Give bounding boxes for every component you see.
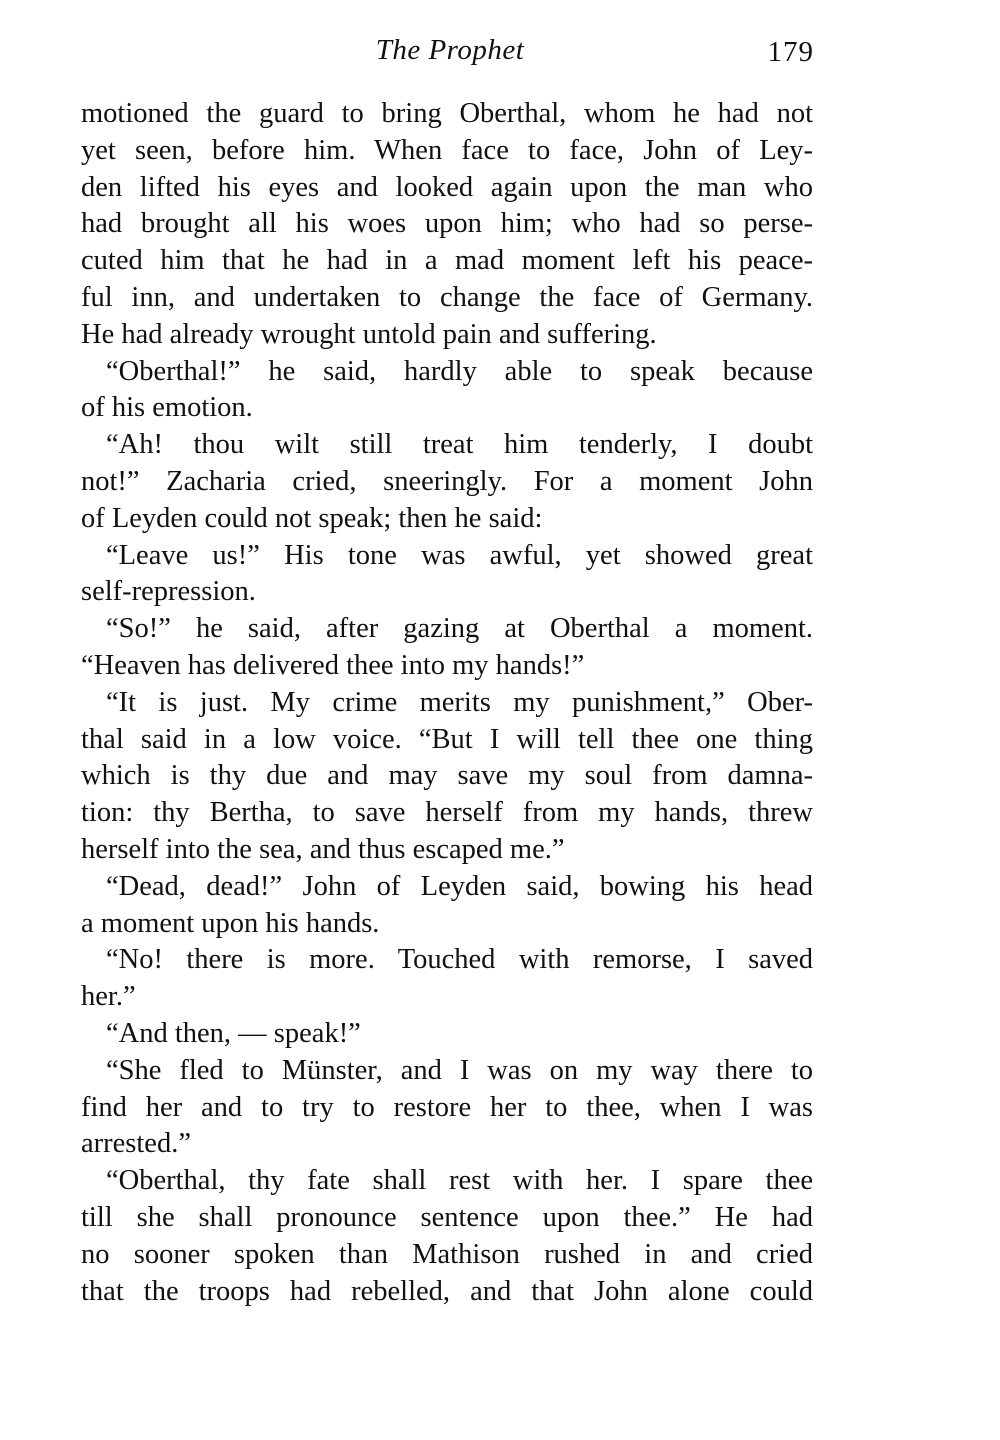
text-line: “Oberthal, thy fate shall rest with her. I spare thee bbox=[106, 1165, 813, 1197]
running-title: The Prophet bbox=[375, 34, 525, 66]
text-line: of his emotion. bbox=[81, 392, 253, 424]
text-line: till she shall pronounce sentence upon thee.” He had bbox=[81, 1201, 813, 1233]
text-line: of Leyden could not speak; then he said: bbox=[81, 502, 543, 534]
text-line: had brought all his woes upon him; who had so perse- bbox=[81, 208, 813, 240]
text-line: self-repression. bbox=[81, 576, 256, 608]
body-text bbox=[81, 96, 813, 1310]
text-line: which is thy due and may save my soul from damna- bbox=[81, 760, 813, 792]
text-line: a moment upon his hands. bbox=[81, 907, 380, 939]
text-line: “No! there is more. Touched with remorse, I saved bbox=[106, 944, 813, 976]
text-line: her.” bbox=[81, 981, 136, 1013]
text-line: He had already wrought untold pain and suffering. bbox=[81, 318, 657, 350]
text-line: “Oberthal!” he said, hardly able to speak because bbox=[106, 355, 813, 387]
text-line: den lifted his eyes and looked again upon the man who bbox=[81, 171, 813, 203]
text-line: that the troops had rebelled, and that John alone could bbox=[81, 1275, 813, 1307]
text-line: herself into the sea, and thus escaped me.” bbox=[81, 833, 565, 865]
text-line: “So!” he said, after gazing at Oberthal a moment. bbox=[106, 613, 813, 645]
text-line: thal said in a low voice. “But I will tell thee one thing bbox=[81, 723, 813, 755]
text-line: “Heaven has delivered thee into my hands!” bbox=[81, 649, 585, 681]
text-line: “Ah! thou wilt still treat him tenderly, I doubt bbox=[106, 429, 813, 461]
text-line: “Leave us!” His tone was awful, yet showed great bbox=[106, 539, 813, 571]
text-line: motioned the guard to bring Oberthal, whom he had not bbox=[81, 98, 813, 129]
text-line: “And then, — speak!” bbox=[106, 1017, 361, 1049]
text-line: tion: thy Bertha, to save herself from my hands, threw bbox=[81, 797, 813, 829]
text-line: no sooner spoken than Mathison rushed in and cried bbox=[81, 1238, 813, 1270]
text-line: arrested.” bbox=[81, 1128, 191, 1160]
text-line: find her and to try to restore her to thee, when I was bbox=[81, 1091, 813, 1123]
text-line: “Dead, dead!” John of Leyden said, bowing his head bbox=[106, 870, 813, 902]
text-line: not!” Zacharia cried, sneeringly. For a moment John bbox=[81, 465, 813, 497]
text-line: “It is just. My crime merits my punishment,” Ober- bbox=[106, 686, 813, 718]
text-line: yet seen, before him. When face to face, John of Ley- bbox=[81, 134, 813, 166]
text-line: cuted him that he had in a mad moment left his peace- bbox=[81, 245, 813, 277]
text-line: “She fled to Münster, and I was on my way there to bbox=[106, 1054, 813, 1086]
text-line: ful inn, and undertaken to change the face of Germany. bbox=[81, 281, 813, 313]
page-number: 179 bbox=[767, 36, 814, 68]
